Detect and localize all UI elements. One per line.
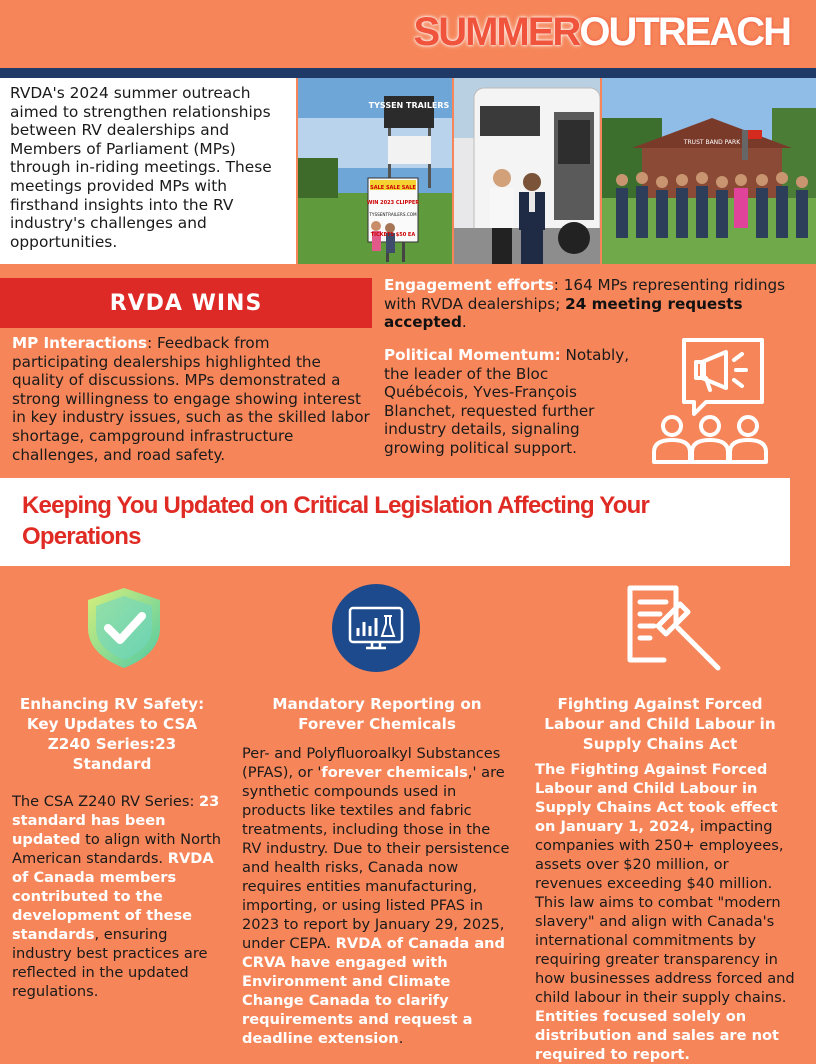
- sign-top-text: TYSSEN TRAILERS: [368, 101, 450, 110]
- mp-interactions-label: MP Interactions: [12, 334, 148, 352]
- pfas-text-1: Per- and Polyfluoroalkyl Substances (PFAS), or ': [242, 745, 501, 781]
- engagement-paragraph: [384, 276, 796, 332]
- political-momentum-label: Political Momentum:: [384, 346, 561, 364]
- safety-text-1: The CSA Z240 RV Series:: [12, 793, 200, 810]
- intro-paragraph: RVDA's 2024 summer outreach aimed to strengthen relationships between RV dealerships and Members of Parliament (MPs) through in-riding meetings. These meetings provided MPs with firsthand insights into the RV industry's challenges and opportunities.: [0, 78, 296, 264]
- header-divider: [0, 68, 816, 78]
- political-momentum-text: Notably, the leader of the Bloc Québécois, Yves-François Blanchet, requested further industry details, signaling growing political support.: [384, 346, 630, 457]
- column-heading-safety: Enhancing RV Safety: Key Updates to CSA Z240 Series:23 Standard: [19, 695, 205, 773]
- column-heading-pfas: Mandatory Reporting on Forever Chemicals: [272, 695, 482, 733]
- shield-check-icon: [84, 586, 164, 674]
- pfas-highlight-2: RVDA of Canada and CRVA have engaged with Environment and Climate Change Canada to clarify requirements and request a deadline extension: [242, 935, 506, 1047]
- safety-highlight-1: 23 standard has been updated: [12, 793, 220, 848]
- sign-line-3: TYSSENTRAILERS.COM: [369, 212, 417, 217]
- mp-interactions-text: : Feedback from participating dealerships highlighted the quality of discussions. MPs demonstrated a strong willingness to engage showing interest in key industry issues, such as the skilled labor shortage, campground infrastructure challenges, and road safety.: [12, 334, 370, 464]
- engagement-text: : 164 MPs representing ridings with RVDA dealerships;: [384, 276, 786, 313]
- column-body-safety: [12, 792, 222, 1001]
- engagement-accepted: 24 meeting requests accepted: [384, 294, 743, 332]
- mp-interactions-paragraph: [12, 334, 370, 464]
- photo-rv-visit: [454, 78, 600, 264]
- labour-text-1: impacting companies with 250+ employees, assets over $20 million, or revenues exceeding $40 million. This law aims to combat "modern slavery" and align with Canada's international commitments by requiring greater transparency in how businesses address forced and child labour in their supply chains.: [535, 818, 795, 1006]
- engagement-label: Engagement efforts: [384, 276, 554, 294]
- rvda-wins-banner: RVDA WINS: [0, 278, 372, 328]
- megaphone-audience-icon: [650, 336, 770, 468]
- column-heading-forced-labour: Fighting Against Forced Labour and Child Labour in Supply Chains Act: [544, 695, 776, 753]
- photo-group-meeting: [602, 78, 816, 264]
- document-gavel-icon: [624, 584, 722, 680]
- pfas-text-2: ,' are synthetic compounds used in products like textiles and fabric treatments, including those in the RV industry. Due to their persistence and health risks, Canada now requires entities manufacturing, importing, or using listed PFAS in 2023 to report by January 29, 2025, under CEPA.: [242, 764, 510, 952]
- page-title: [414, 10, 790, 55]
- pfas-highlight-1: forever chemicals: [321, 764, 468, 781]
- photo-dealership-sign: [298, 78, 452, 264]
- legislation-heading: Keeping You Updated on Critical Legislation Affecting Your Operations: [0, 478, 790, 566]
- engagement-end: .: [461, 313, 467, 332]
- column-body-forced-labour: [535, 760, 799, 1064]
- political-momentum-paragraph: [384, 346, 634, 458]
- column-body-pfas: [242, 744, 514, 1048]
- safety-text-2: to align with North American standards.: [12, 831, 222, 867]
- title-word-summer: SUMMER: [413, 10, 580, 54]
- pfas-text-3: .: [398, 1030, 404, 1047]
- labour-highlight-1: The Fighting Against Forced Labour and Child Labour in Supply Chains Act took effect on January 1, 2024,: [535, 761, 778, 835]
- sign-line-1: SALE SALE SALE: [370, 185, 416, 191]
- building-sign-text: TRUST BAND PARK: [683, 139, 741, 146]
- sign-line-2: WIN 2023 CLIPPER: [366, 200, 420, 206]
- chart-monitor-icon: [332, 584, 420, 676]
- safety-highlight-2: RVDA of Canada members contributed to the development of these standards: [12, 850, 214, 943]
- safety-text-3: , ensuring industry best practices are reflected in the updated regulations.: [12, 926, 208, 1000]
- labour-highlight-2: Entities focused solely on distribution and sales are not required to report.: [535, 1008, 780, 1063]
- sign-line-4: TICKETS $50 EA: [370, 232, 416, 238]
- title-word-outreach: OUTREACH: [579, 10, 790, 54]
